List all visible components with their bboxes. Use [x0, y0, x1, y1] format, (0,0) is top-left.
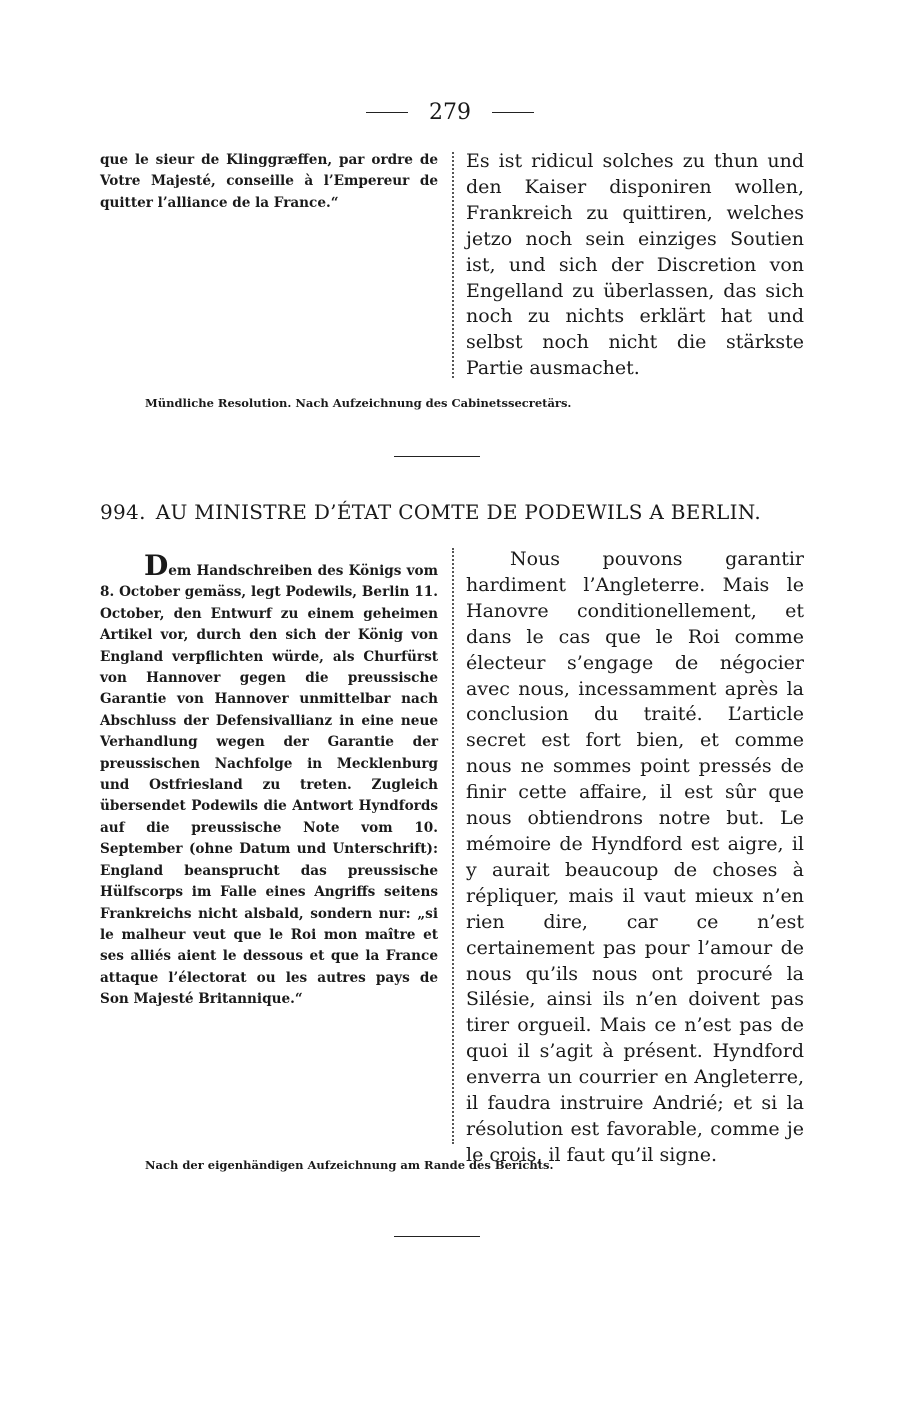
letter-left-body: em Handschreiben des Königs vom 8. October gemäss, legt Podewils, Berlin 11. October, den Entwurf zu einem geheimen Artikel vor, durch den sich der König von England verpflichten würde, als Churfürst von Hannover gegen die preussische Garantie von Hannover unmittelbar nach Abschluss der Defensivallianz in eine neue Verhandlung wegen der Garantie der preussischen Nachfolge in Mecklenburg und Ostfriesland zu treten. Zugleich übersendet Podewils die Antwort Hyndfords auf die preussische Note vom 10. September (ohne Datum und Unterschrift): England beansprucht das preussische Hülfscorps im Falle eines Angriffs seitens Frankreichs nicht alsbald, sondern nur: „si le malheur veut que le Roi mon maître et ses alliés aient le dessous et que la France attaque l’électorat ou les autres pays de Son Majesté Britannique.“	[100, 563, 438, 1008]
letter-number: 994.	[100, 500, 146, 524]
section-separator	[394, 456, 480, 457]
letter-right-text: Nous pouvons garantir hardiment l’Angleterre. Mais le Hanovre conditionellement, et dans le cas que le Roi comme électeur s’engage de négocier avec nous, incessamment après la conclusion du traité. L’article secret est fort bien, et comme nous ne sommes point pressés de finir cette affaire, il est sûr que nous obtiendrons notre but. Le mémoire de Hyndford est aigre, il y aurait beaucoup de choses à répliquer, mais il vaut mieux n’en rien dire, car ce n’est certainement pas pour l’amour de nous qu’ils nous ont procuré la Silésie, ainsi ils n’en doivent pas tirer orgueil. Mais ce n’est pas de quoi il s’agit à présent. Hyndford enverra un courrier en Angleterre, il faudra instruire Andrié; et si la résolution est favorable, comme je le crois, il faut qu’il signe.	[466, 548, 804, 1166]
top-left-text: que le sieur de Klinggræffen, par ordre de Votre Majesté, conseille à l’Empereur de quitter l’alliance de la France.“	[100, 152, 438, 211]
source-note-top: Mündliche Resolution. Nach Aufzeichnung des Cabinetssecretärs.	[145, 396, 572, 410]
letter-title: AU MINISTRE D’ÉTAT COMTE DE PODEWILS A BERLIN.	[155, 500, 761, 524]
column-divider-letter	[452, 548, 454, 1144]
header-rule-right	[492, 112, 534, 113]
letter-left-text	[100, 549, 438, 1011]
drop-cap: D	[144, 549, 169, 582]
source-note-letter: Nach der eigenhändigen Aufzeichnung am Rande des Berichts.	[145, 1158, 554, 1172]
letter-heading	[100, 500, 810, 524]
page-header	[0, 100, 900, 125]
page-number: 279	[429, 100, 471, 125]
top-right-text: Es ist ridicul solches zu thun und den Kaiser disponiren wollen, Frankreich zu quittiren, welches jetzo noch sein einziges Soutien ist, und sich der Discretion von Engelland zu überlassen, das sich noch zu nichts erklärt hat und selbst noch nicht die stärkste Partie ausmachet.	[466, 150, 804, 380]
bottom-separator	[394, 1236, 480, 1237]
column-divider-top	[452, 152, 454, 378]
header-rule-left	[366, 112, 408, 113]
